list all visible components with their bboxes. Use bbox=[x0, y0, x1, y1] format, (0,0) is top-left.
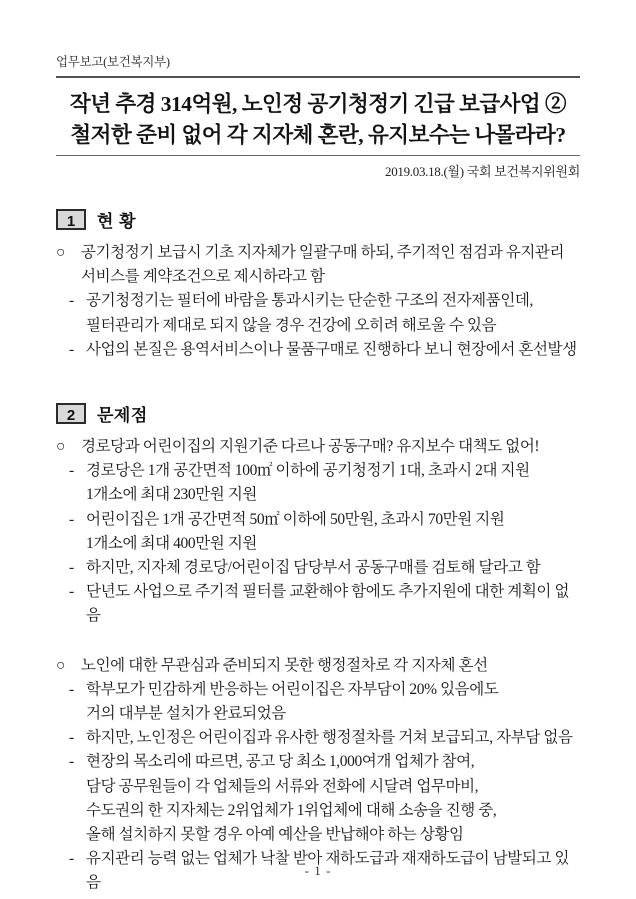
section-number-badge: 1 bbox=[56, 209, 86, 230]
circle-bullet-marker: ○ bbox=[56, 656, 65, 674]
section-heading bbox=[56, 401, 580, 426]
text-line: 경로당과 어린이집의 지원기준 다르나 공동구매? 유지보수 대책도 없어! bbox=[81, 438, 540, 456]
text-line: 어린이집은 1개 공간면적 50㎡ 이하에 50만원, 초과시 70만원 지원 bbox=[86, 510, 505, 528]
text-line: 공기청정기는 필터에 바람을 통과시키는 단순한 구조의 전자제품인데, bbox=[86, 292, 533, 310]
circle-bullet-marker: ○ bbox=[56, 244, 65, 261]
dash-bullet-marker: - bbox=[69, 753, 74, 771]
text-line: 단년도 사업으로 주기적 필터를 교환해야 함에도 추가지원에 대한 계획이 없음 bbox=[86, 583, 570, 625]
text-line: 수도권의 한 지자체는 2위업체가 1위업체에 대해 소송을 진행 중, bbox=[86, 801, 497, 819]
list-item bbox=[56, 435, 580, 459]
section-title: 현 황 bbox=[97, 212, 137, 231]
text-line: 올해 설치하지 못할 경우 아예 예산을 반납해야 하는 상황임 bbox=[86, 826, 464, 844]
list-item bbox=[56, 678, 580, 726]
section-items bbox=[56, 241, 580, 362]
dash-bullet-marker: - bbox=[69, 850, 74, 868]
text-line: 1개소에 최대 230만원 지원 bbox=[86, 486, 257, 504]
title-divider bbox=[56, 155, 580, 156]
text-line: 공기청정기 보급시 기초 지자체가 일괄구매 하되, 주기적인 점검과 유지관리 bbox=[81, 244, 565, 261]
dash-bullet-marker: - bbox=[69, 462, 74, 480]
text-line: 1개소에 최대 400만원 지원 bbox=[86, 534, 257, 552]
section-items bbox=[56, 435, 580, 896]
text-line: 학부모가 민감하게 반응하는 어린이집은 자부담이 20% 있음에도 bbox=[86, 680, 499, 698]
section-heading bbox=[56, 207, 580, 232]
text-line: 하지만, 노인정은 어린이집과 유사한 행정절차를 거쳐 보급되고, 자부담 없음 bbox=[86, 729, 573, 747]
dash-bullet-marker: - bbox=[69, 340, 74, 358]
text-line: 담당 공무원들이 각 업체들의 서류와 전화에 시달려 업무마비, bbox=[86, 777, 479, 795]
dash-bullet-marker: - bbox=[69, 292, 74, 310]
list-item bbox=[56, 289, 580, 337]
section-title: 문제점 bbox=[97, 406, 148, 426]
header-divider bbox=[56, 76, 580, 78]
doc-type-label: 업무보고(보건복지부) bbox=[56, 55, 170, 69]
list-item bbox=[56, 338, 580, 362]
list-item bbox=[56, 726, 580, 750]
paragraph-spacer bbox=[56, 629, 580, 654]
text-line: 사업의 본질은 용역서비스이나 물품구매로 진행하다 보니 현장에서 혼선발생 bbox=[86, 340, 577, 358]
date-committee-line: 2019.03.18.(월) 국회 보건복지위원회 bbox=[385, 164, 580, 179]
page-number: - 1 - bbox=[304, 863, 332, 878]
list-item bbox=[56, 654, 580, 678]
list-item bbox=[56, 459, 580, 507]
dash-bullet-marker: - bbox=[69, 559, 74, 577]
text-line: 유지관리 능력 없는 업체가 낙찰 받아 재하도급과 재재하도급이 남발되고 있음 bbox=[86, 850, 570, 892]
text-line: 거의 대부분 설치가 완료되었음 bbox=[86, 705, 286, 723]
list-item bbox=[56, 750, 580, 847]
dash-bullet-marker: - bbox=[69, 680, 74, 698]
section-problems bbox=[56, 401, 580, 896]
document-title-line1: 작년 추경 314억원, 노인정 공기청정기 긴급 보급사업 ② bbox=[69, 92, 567, 116]
document-title bbox=[56, 89, 580, 151]
text-line: 서비스를 계약조건으로 제시하라고 함 bbox=[81, 268, 325, 286]
text-line: 경로당은 1개 공간면적 100㎡ 이하에 공기청정기 1대, 초과시 2대 지원 bbox=[86, 462, 530, 480]
list-item bbox=[56, 241, 580, 289]
dash-bullet-marker: - bbox=[69, 583, 74, 601]
list-item bbox=[56, 580, 580, 628]
text-line: 현장의 목소리에 따르면, 공고 당 최소 1,000여개 업체가 참여, bbox=[86, 753, 475, 771]
dash-bullet-marker: - bbox=[69, 729, 74, 747]
document-title-line2: 철저한 준비 없어 각 지자체 혼란, 유지보수는 나몰라라? bbox=[70, 123, 566, 147]
circle-bullet-marker: ○ bbox=[56, 438, 65, 456]
list-item bbox=[56, 556, 580, 580]
section-number-badge: 2 bbox=[56, 403, 86, 424]
dash-bullet-marker: - bbox=[69, 510, 74, 528]
section-status bbox=[56, 207, 580, 362]
text-line: 노인에 대한 무관심과 준비되지 못한 행정절차로 각 지자체 혼선 bbox=[81, 656, 488, 674]
list-item bbox=[56, 508, 580, 556]
text-line: 필터관리가 제대로 되지 않을 경우 건강에 오히려 해로울 수 있음 bbox=[86, 316, 497, 334]
text-line: 하지만, 지자체 경로당/어린이집 담당부서 공동구매를 검토해 달라고 함 bbox=[86, 559, 541, 577]
